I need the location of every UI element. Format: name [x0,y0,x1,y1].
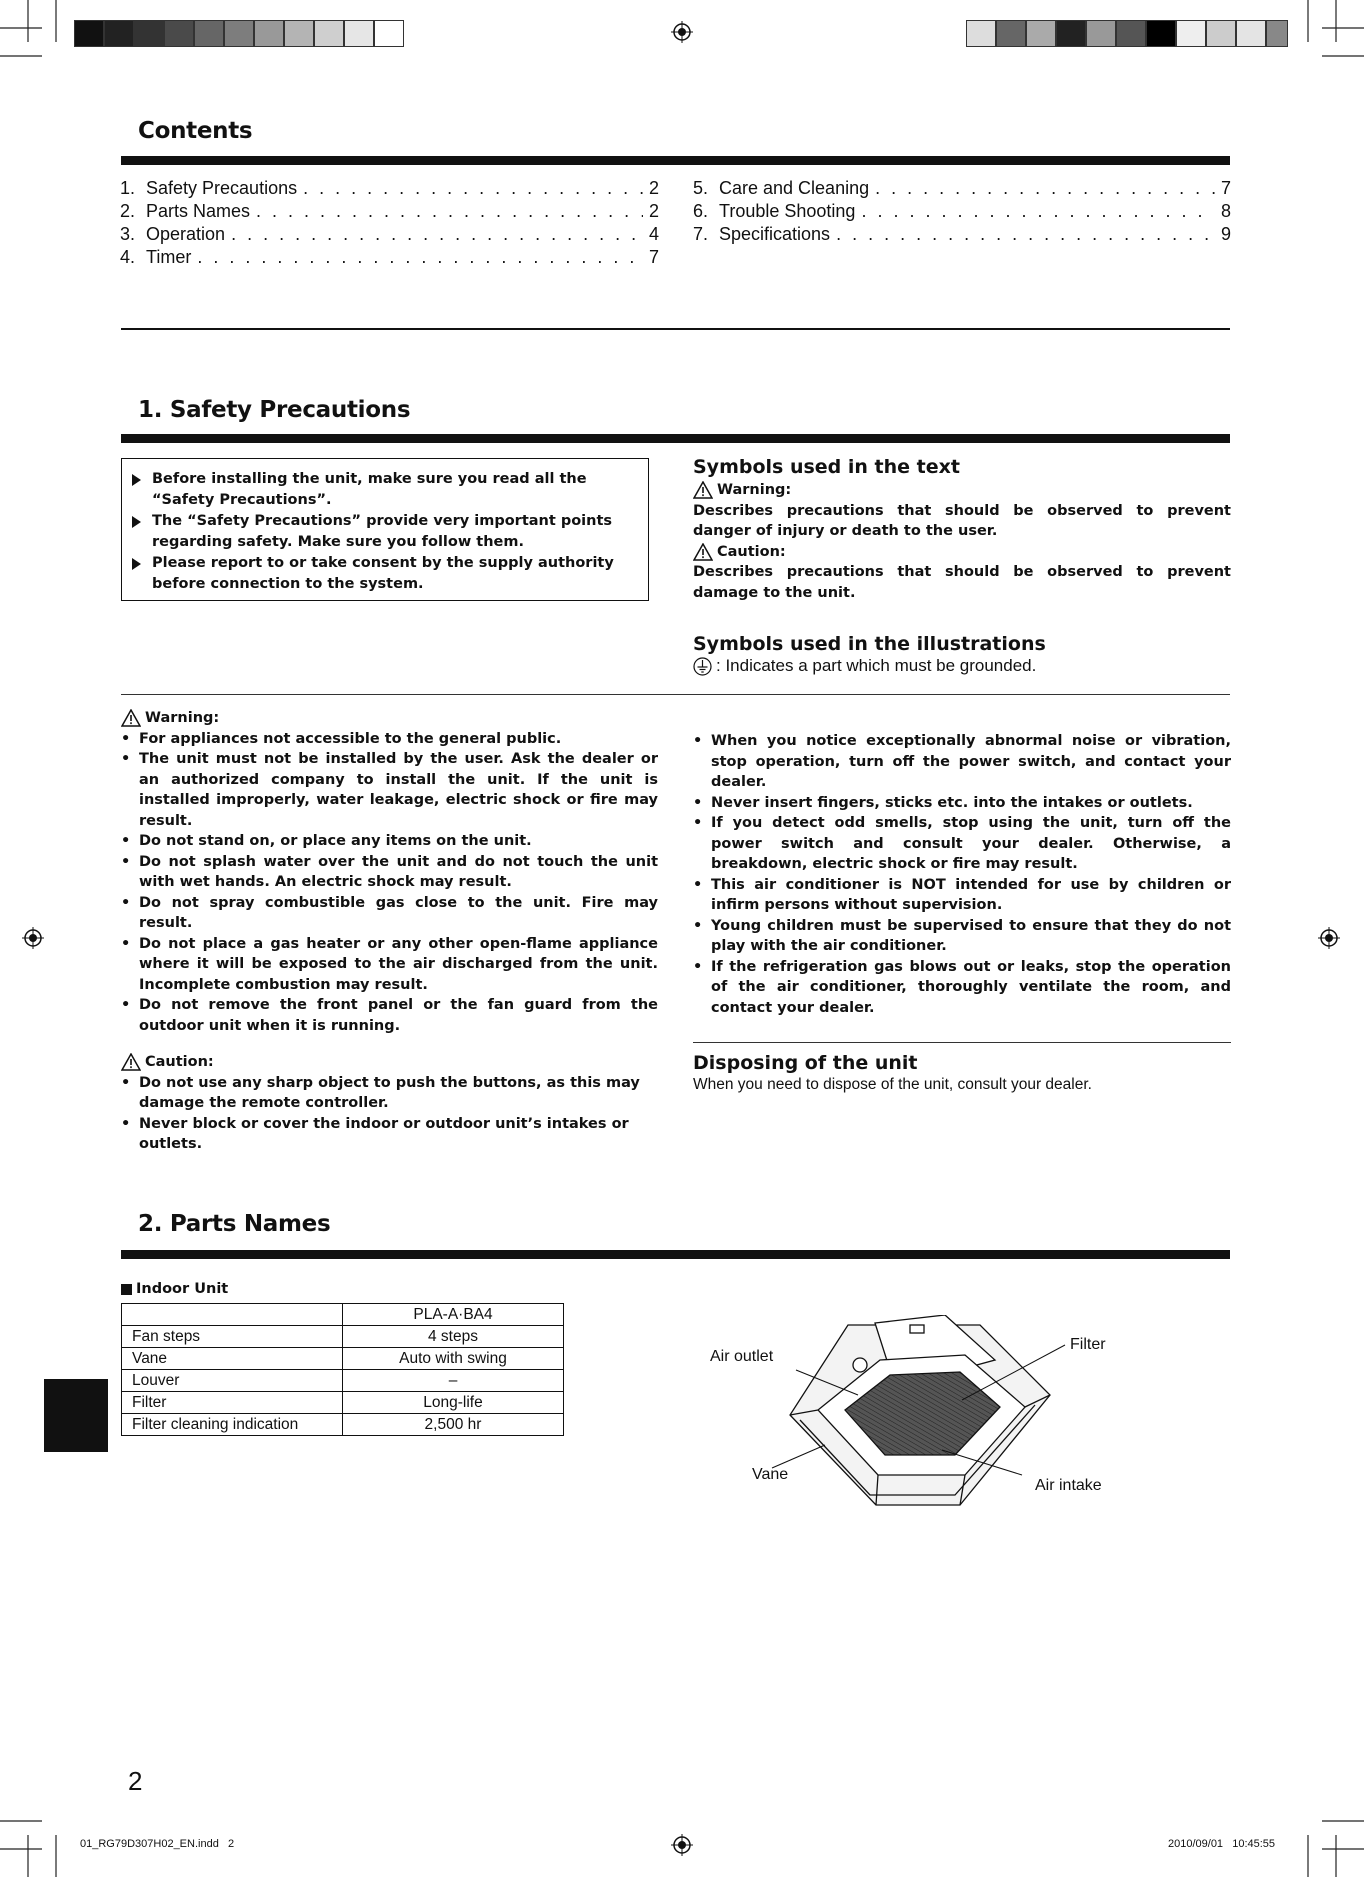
warning-item: • Never insert fingers, sticks etc. into the intakes or outlets. [693,794,1193,811]
divider [693,1042,1231,1043]
warning-item: • If the refrigeration gas blows out or leaks, stop the operation of the air conditioner, thoroughly ventilate the room, and contact your dealer. [693,958,1231,1016]
warning-heading: Warning: [145,710,220,726]
warning-item: • The unit must not be installed by the user. Ask the dealer or an authorized company to install the unit. If the unit is installed improperly, water leakage, electric shock or fire may result. [121,751,658,829]
warning-icon [121,709,141,727]
section-tab [44,1379,108,1452]
table-row: Filter Long-life [122,1392,564,1414]
warning-item: • Do not stand on, or place any items on the unit. [121,833,532,849]
timestamp: 2010/09/01 10:45:55 [1168,1838,1276,1850]
filter-label: Filter [1070,1336,1106,1353]
registration-target-icon [22,927,44,949]
warning-item: • Do not place a gas heater or any other open-flame appliance where it will be exposed to the air discharged from the unit. Incomplete combustion may result. [121,935,658,993]
toc-item[interactable]: 4. Timer . . . 7 [120,246,659,269]
warning-icon [693,481,713,499]
warning-item: • For appliances not accessible to the general public. [121,730,562,747]
ground-description: : Indicates a part which must be grounded. [716,656,1037,675]
notice-item: The “Safety Precautions” provide very important points regarding safety. Make sure you follow them. [122,511,637,552]
disposing-text: When you need to dispose of the unit, consult your dealer. [693,1076,1092,1093]
toc-item[interactable]: 5. Care and Cleaning . . . 7 [693,177,1231,200]
registration-target-icon [671,21,693,43]
safety-title: 1. Safety Precautions [138,397,411,423]
file-name: 01_RG79D307H02_EN.indd 2 [80,1838,235,1850]
toc-left [120,177,659,269]
table-row: Louver – [122,1370,564,1392]
warning-item: • Young children must be supervised to ensure that they do not play with the air conditioner. [693,917,1231,954]
toc-item[interactable]: 3. Operation . . . 4 [120,223,659,246]
divider [121,328,1230,330]
contents-rule [121,156,1230,165]
disposing-section [693,1052,1231,1094]
table-row: Vane Auto with swing [122,1348,564,1370]
warning-item: • This air conditioner is NOT intended for use by children or infirm persons without supervision. [693,876,1231,913]
toc-item[interactable]: 2. Parts Names . . . 2 [120,200,659,223]
caution-description: Describes precautions that should be observed to prevent damage to the unit. [693,564,1231,601]
caution-heading: Caution: [145,1054,214,1070]
toc-item[interactable]: 1. Safety Precautions . . . 2 [120,177,659,200]
page-number: 2 [128,1766,143,1796]
parts-title: 2. Parts Names [138,1211,331,1237]
caution-item: • Never block or cover the indoor or outdoor unit’s intakes or outlets. [121,1115,629,1152]
table-row: Fan steps 4 steps [122,1326,564,1348]
warning-item: • When you notice exceptionally abnormal noise or vibration, stop operation, turn off the power switch, and contact your dealer. [693,733,1231,790]
parts-rule [121,1250,1230,1259]
air-outlet-label: Air outlet [710,1348,774,1365]
safety-notice-box [121,458,649,601]
air-intake-label: Air intake [1035,1477,1102,1494]
warning-item: • Do not splash water over the unit and do not touch the unit with wet hands. An electric shock may result. [121,853,658,890]
warning-description: Describes precautions that should be observed to prevent danger of injury or death to the user. [693,502,1231,539]
notice-item: Please report to or take consent by the supply authority before connection to the system. [122,553,637,594]
warning-item: • Do not remove the front panel or the fan guard from the outdoor unit when it is running. [121,997,658,1034]
caution-icon [121,1053,141,1071]
registration-target-icon [671,1834,693,1856]
indoor-unit-label: Indoor Unit [136,1281,229,1297]
warning-list-right [693,731,1231,1018]
symbols-illus-heading: Symbols used in the illustrations [693,633,1046,655]
table-header-row [122,1304,564,1326]
caution-item: • Do not use any sharp object to push the buttons, as this may damage the remote controller. [121,1074,640,1111]
model-header: PLA-A·BA4 [343,1304,564,1326]
warning-list-left [121,708,658,1036]
caution-list [121,1052,658,1155]
warning-item: • Do not spray combustible gas close to the unit. Fire may result. [121,894,658,931]
toc-right [693,177,1231,246]
contents-title: Contents [138,118,253,144]
divider [121,694,1230,695]
spec-table [121,1303,564,1436]
disposing-heading: Disposing of the unit [693,1052,918,1074]
caution-icon [693,543,713,561]
symbols-text-heading: Symbols used in the text [693,456,960,478]
warning-item: • If you detect odd smells, stop using the unit, turn off the power switch and consult your dealer. Otherwise, a breakdown, electric shock or fire may result. [693,815,1231,872]
square-bullet-icon [121,1284,132,1295]
caution-label: Caution: [717,543,786,560]
safety-rule [121,434,1230,443]
ground-icon [693,657,712,676]
symbols-text-section [693,456,1231,676]
warning-label: Warning: [717,482,792,498]
vane-label: Vane [752,1466,789,1483]
notice-item: Before installing the unit, make sure you read all the “Safety Precautions”. [122,469,637,510]
table-row: Filter cleaning indication 2,500 hr [122,1414,564,1436]
toc-item[interactable]: 6. Trouble Shooting . . . 8 [693,200,1231,223]
registration-target-icon [1318,927,1340,949]
toc-item[interactable]: 7. Specifications . . . 9 [693,223,1231,246]
